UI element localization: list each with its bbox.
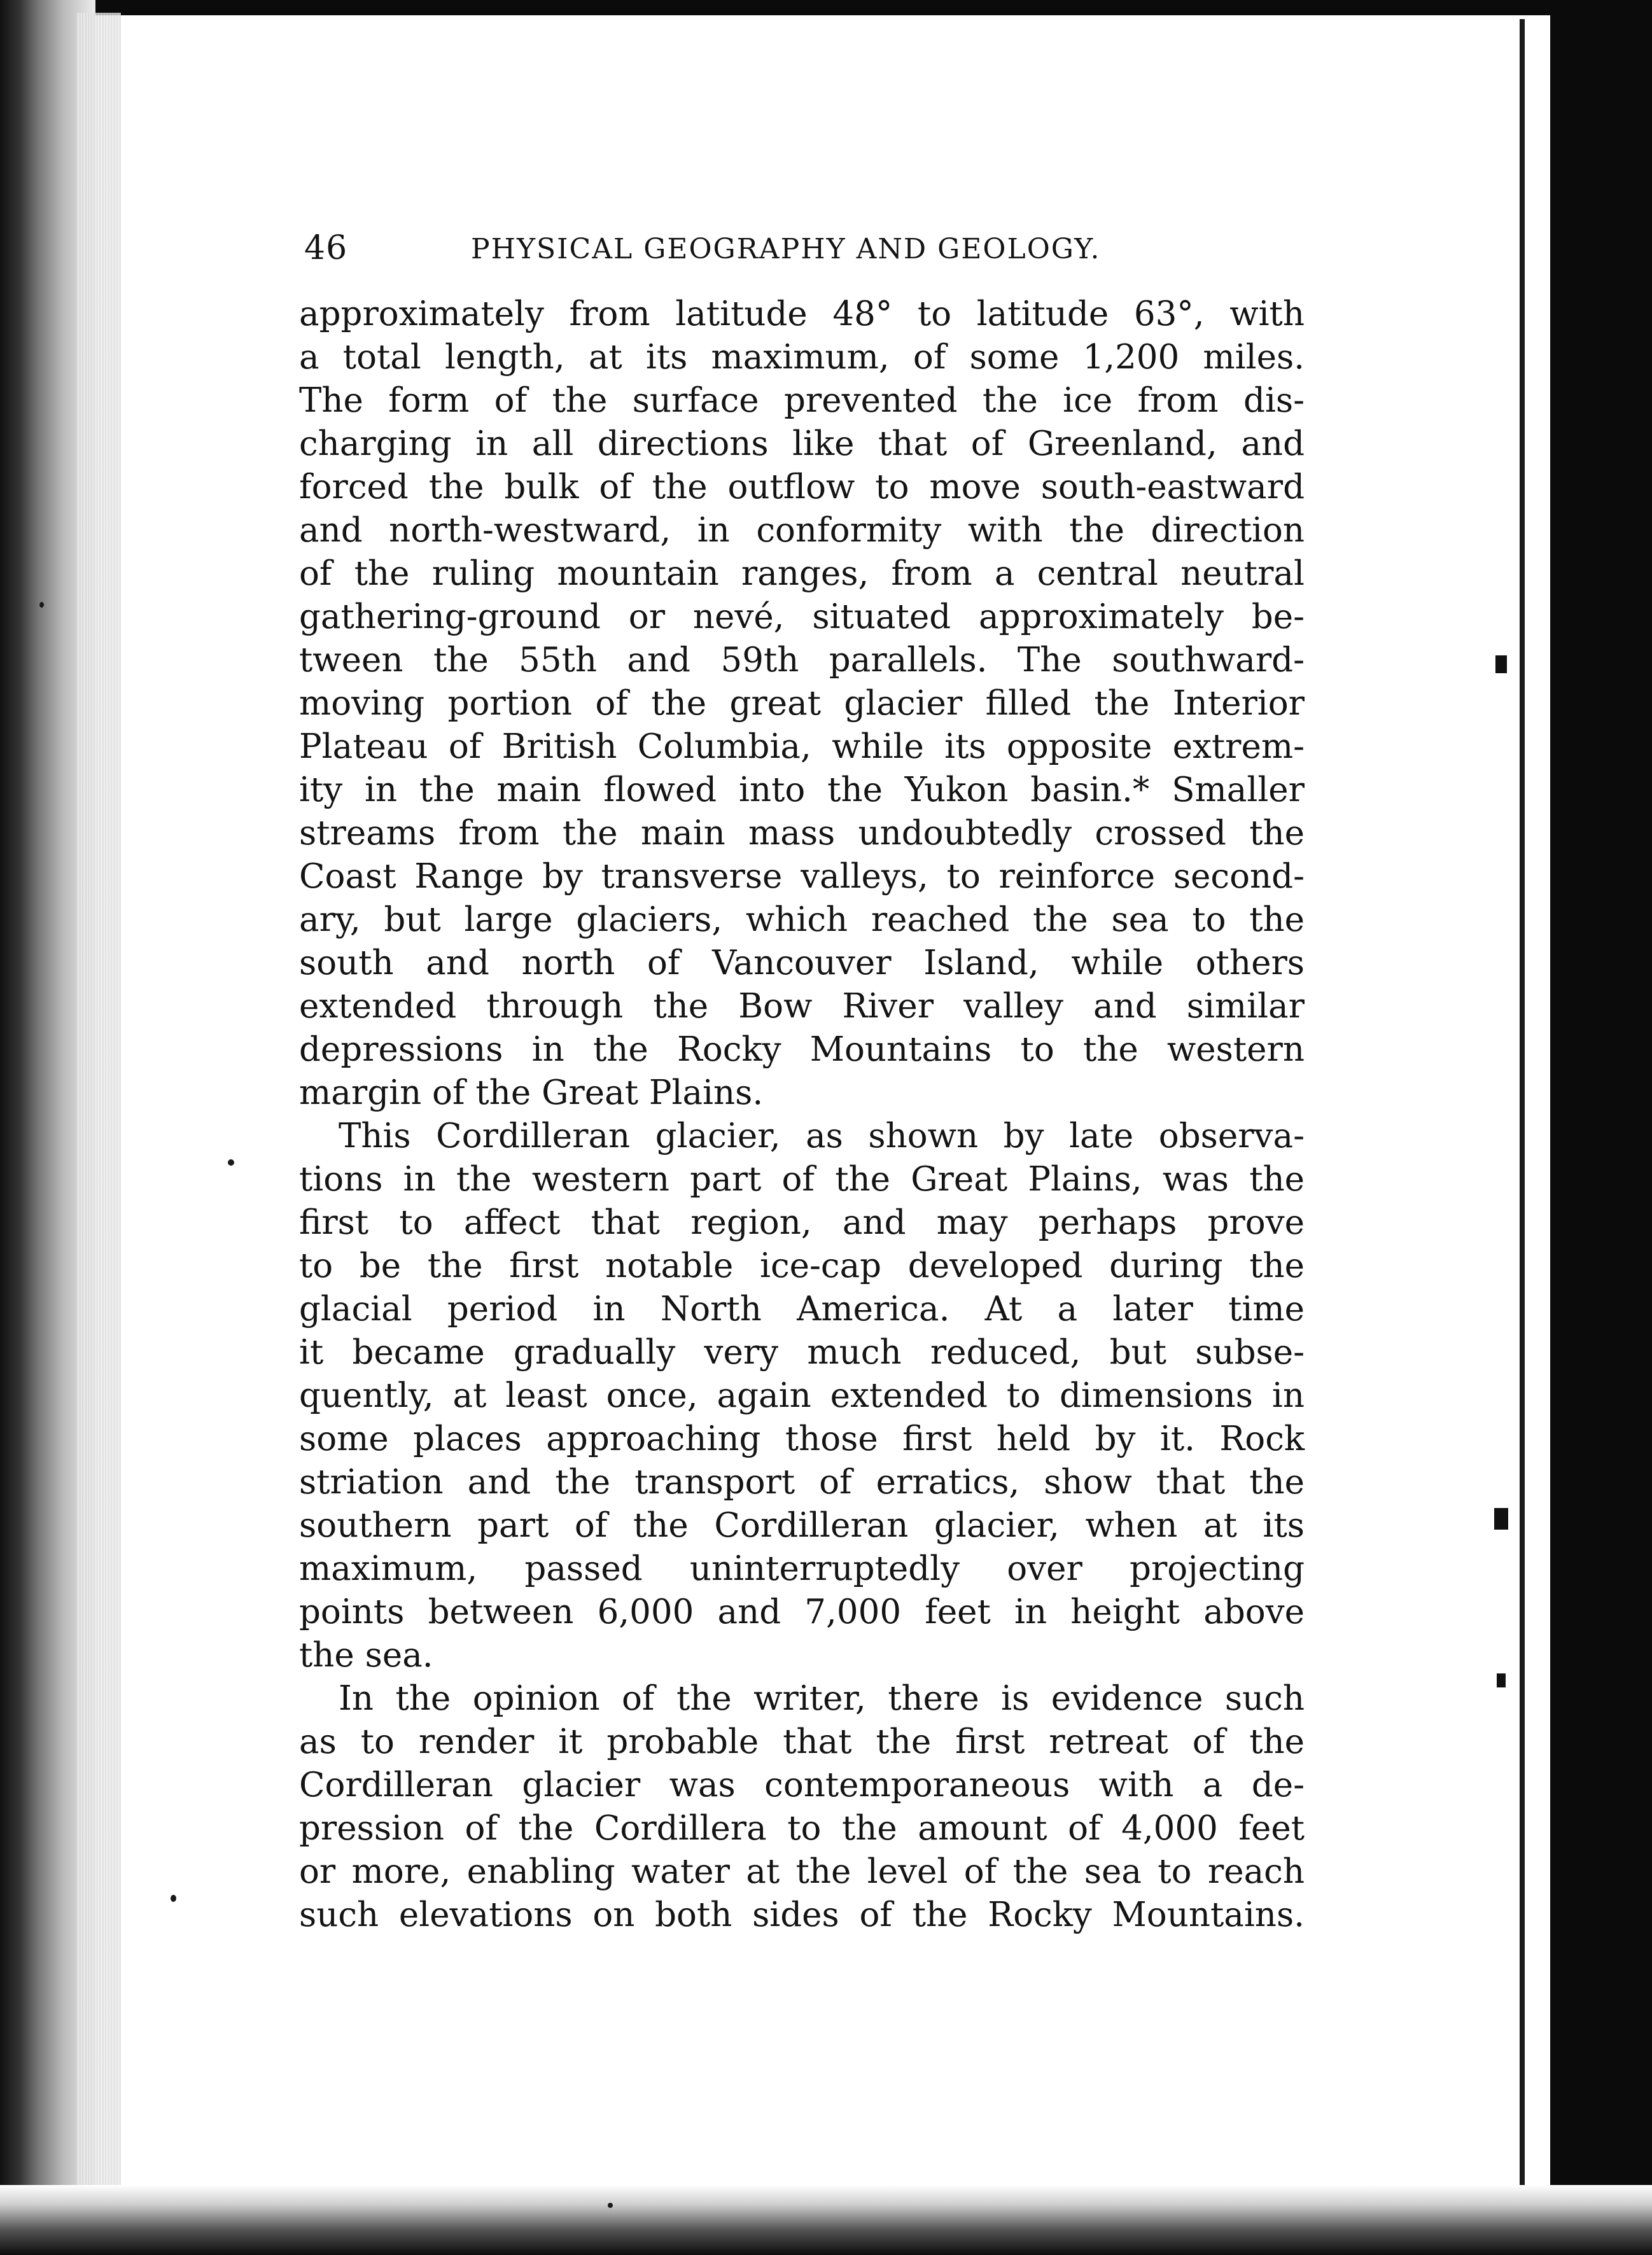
text-line: moving portion of the great glacier filled the Interior xyxy=(299,684,1305,723)
scan-speck xyxy=(171,1895,176,1902)
book-page xyxy=(299,229,1305,1937)
scan-edge-mark xyxy=(1494,1508,1508,1530)
text-line: and north-westward, in conformity with the direction xyxy=(299,511,1305,550)
scan-edge-mark xyxy=(1495,655,1507,673)
text-line: some places approaching those first held by it. Rock xyxy=(299,1420,1305,1458)
text-line: Cordilleran glacier was contemporaneous with a de- xyxy=(299,1766,1305,1805)
text-line: it became gradually very much reduced, but subse- xyxy=(299,1333,1305,1372)
text-line: the sea. xyxy=(299,1636,433,1675)
text-line: streams from the main mass undoubtedly crossed the xyxy=(299,814,1305,853)
text-line: ity in the main flowed into the Yukon basin.* Smaller xyxy=(299,771,1305,809)
text-line: quently, at least once, again extended to dimensions in xyxy=(299,1376,1305,1415)
paragraph-3 xyxy=(299,1677,1305,1937)
text-line: tions in the western part of the Great Plains, was the xyxy=(299,1160,1305,1199)
text-line: or more, enabling water at the level of the sea to reach xyxy=(299,1852,1305,1891)
text-line: Coast Range by transverse valleys, to reinforce second- xyxy=(299,857,1305,896)
paragraph-2 xyxy=(299,1115,1305,1677)
text-line: a total length, at its maximum, of some 1,200 miles. xyxy=(299,338,1305,377)
scan-inner-right-rule xyxy=(1520,19,1525,2195)
text-line: points between 6,000 and 7,000 feet in height above xyxy=(299,1593,1305,1631)
text-line: forced the bulk of the outflow to move south-eastward xyxy=(299,468,1305,506)
page-header xyxy=(299,229,1305,293)
text-line: margin of the Great Plains. xyxy=(299,1073,764,1112)
scan-border-right xyxy=(1550,0,1652,2255)
running-head: PHYSICAL GEOGRAPHY AND GEOLOGY. xyxy=(471,233,1101,265)
scan-edge-mark xyxy=(1497,1673,1506,1687)
text-line: This Cordilleran glacier, as shown by late observa- xyxy=(339,1117,1305,1155)
text-line: extended through the Bow River valley and similar xyxy=(299,987,1305,1026)
text-line: striation and the transport of erratics, show that the xyxy=(299,1463,1305,1502)
scan-speck xyxy=(39,602,44,608)
text-line: to be the first notable ice-cap developed during the xyxy=(299,1246,1305,1285)
scan-border-top xyxy=(0,0,1652,15)
scan-border-bottom xyxy=(0,2185,1652,2255)
text-line: tween the 55th and 59th parallels. The southward- xyxy=(299,641,1305,680)
text-line: gathering-ground or nevé, situated approximately be- xyxy=(299,597,1305,636)
text-line: ary, but large glaciers, which reached the sea to the xyxy=(299,900,1305,939)
text-line: approximately from latitude 48° to latitude 63°, with xyxy=(299,295,1305,333)
text-line: of the ruling mountain ranges, from a central neutral xyxy=(299,554,1305,593)
scan-speck xyxy=(228,1159,234,1166)
text-line: charging in all directions like that of Greenland, and xyxy=(299,424,1305,463)
text-line: first to affect that region, and may perhaps prove xyxy=(299,1203,1305,1242)
text-line: Plateau of British Columbia, while its opposite extrem- xyxy=(299,727,1305,766)
text-line: pression of the Cordillera to the amount of 4,000 feet xyxy=(299,1809,1305,1848)
book-page-edges xyxy=(76,13,121,2240)
text-line: The form of the surface prevented the ice from dis- xyxy=(299,381,1305,420)
text-line: maximum, passed uninterruptedly over projecting xyxy=(299,1549,1305,1588)
text-line: In the opinion of the writer, there is evidence such xyxy=(339,1679,1305,1718)
text-line: as to render it probable that the first retreat of the xyxy=(299,1722,1305,1761)
text-line: south and north of Vancouver Island, while others xyxy=(299,944,1305,982)
text-line: southern part of the Cordilleran glacier, when at its xyxy=(299,1506,1305,1545)
body-text xyxy=(299,293,1305,1937)
page-number: 46 xyxy=(304,229,348,267)
scan-speck xyxy=(608,2203,613,2208)
paragraph-1 xyxy=(299,293,1305,1115)
text-line: depressions in the Rocky Mountains to the western xyxy=(299,1030,1305,1069)
text-line: such elevations on both sides of the Rocky Mountains. xyxy=(299,1895,1305,1934)
text-line: glacial period in North America. At a later time xyxy=(299,1290,1305,1329)
